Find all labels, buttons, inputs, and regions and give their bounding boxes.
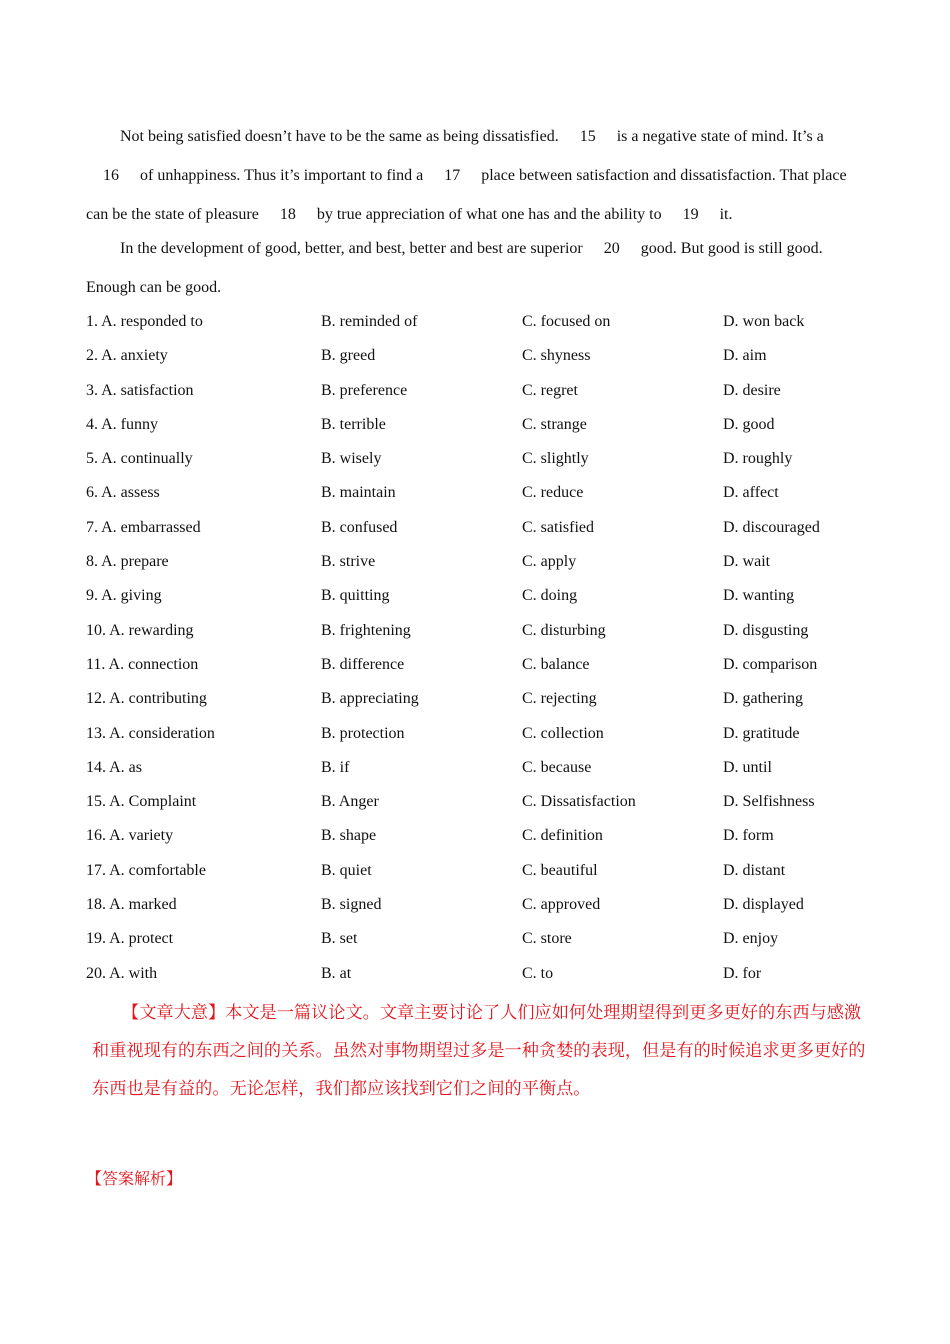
option-b: B. preference (321, 381, 408, 399)
option-row (86, 374, 868, 408)
option-d: D. disgusting (723, 621, 809, 639)
blank-16: 16 (103, 167, 119, 184)
option-b: B. protection (321, 724, 405, 742)
option-a: 7. A. embarrassed (86, 518, 201, 536)
option-row (86, 442, 868, 476)
option-row (86, 957, 868, 991)
option-a: 8. A. prepare (86, 553, 169, 571)
option-b: B. greed (321, 347, 376, 365)
option-c: C. reduce (522, 484, 584, 502)
option-d: D. discouraged (723, 518, 820, 536)
option-a: 12. A. contributing (86, 690, 207, 708)
option-c: C. slightly (522, 450, 589, 468)
option-b: B. shape (321, 827, 377, 845)
blank-19: 19 (682, 206, 699, 223)
passage-text: it. (719, 206, 733, 223)
option-b: B. appreciating (321, 690, 419, 708)
option-c: C. rejecting (522, 690, 597, 708)
option-c: C. strange (522, 415, 587, 433)
option-d: D. won back (723, 313, 805, 330)
option-a: 1. A. responded to (86, 313, 203, 330)
option-row (86, 922, 868, 956)
option-d: D. desire (723, 381, 781, 399)
blank-18: 18 (279, 206, 296, 223)
option-c: C. beautiful (522, 861, 598, 879)
option-a: 18. A. marked (86, 896, 177, 914)
option-d: D. for (723, 964, 762, 982)
option-row (86, 854, 868, 888)
option-b: B. signed (321, 896, 382, 914)
option-d: D. aim (723, 347, 767, 365)
option-b: B. wisely (321, 450, 382, 468)
option-c: C. satisfied (522, 518, 594, 536)
passage-text: place between satisfaction and dissatisfaction. That place can be the state of pleasure (86, 167, 847, 223)
passage-text: good. But good is still good. Enough can be good. (86, 240, 823, 296)
option-c: C. shyness (522, 347, 591, 365)
option-row (86, 511, 868, 545)
option-a: 17. A. comfortable (86, 861, 206, 879)
summary-text: 本文是一篇议论文。文章主要讨论了人们应如何处理期望得到更多更好的东西与感激和重视现有的东西之间的关系。虽然对事物期望过多是一种贪婪的表现，但是有的时候追求更多更好的东西也是有益的。无论怎样，我们都应该找到它们之间的平衡点。 (92, 1003, 866, 1099)
option-c: C. regret (522, 381, 578, 399)
option-d: D. form (723, 827, 774, 845)
option-c: C. approved (522, 896, 601, 914)
option-row (86, 819, 868, 853)
option-a: 20. A. with (86, 964, 158, 982)
blank-15: 15 (579, 128, 596, 145)
option-c: C. balance (522, 655, 590, 673)
option-b: B. set (321, 930, 358, 948)
option-a: 2. A. anxiety (86, 347, 168, 365)
option-c: C. focused on (522, 313, 611, 330)
option-b: B. quiet (321, 861, 372, 879)
option-b: B. reminded of (321, 313, 418, 330)
option-d: D. until (723, 758, 772, 776)
blank-17: 17 (444, 167, 461, 184)
option-c: C. apply (522, 553, 577, 571)
passage-text: Not being satisfied doesn’t have to be the same as being dissatisfied. (120, 128, 559, 145)
option-b: B. confused (321, 518, 398, 536)
passage-text: In the development of good, better, and best, better and best are superior (120, 240, 583, 257)
option-d: D. gathering (723, 690, 803, 708)
passage-paragraph-2 (86, 229, 868, 307)
option-row (86, 305, 868, 339)
option-d: D. affect (723, 484, 779, 502)
passage-text: of unhappiness. Thus it’s important to find a (140, 167, 424, 184)
option-a: 16. A. variety (86, 827, 174, 845)
answer-analysis-heading: 【答案解析】 (86, 1169, 183, 1188)
option-b: B. maintain (321, 484, 396, 502)
option-c: C. doing (522, 587, 578, 605)
option-row (86, 614, 868, 648)
option-b: B. quitting (321, 587, 390, 605)
option-a: 4. A. funny (86, 415, 158, 433)
option-a: 19. A. protect (86, 930, 174, 948)
option-c: C. because (522, 758, 592, 776)
option-b: B. Anger (321, 793, 379, 811)
blank-20: 20 (603, 240, 620, 257)
option-row (86, 648, 868, 682)
option-a: 5. A. continually (86, 450, 193, 468)
option-c: C. collection (522, 724, 604, 742)
option-c: C. to (522, 964, 554, 982)
option-row (86, 545, 868, 579)
option-row (86, 751, 868, 785)
option-d: D. wanting (723, 587, 795, 605)
option-row (86, 717, 868, 751)
option-b: B. difference (321, 655, 405, 673)
passage-paragraph-1 (86, 117, 868, 234)
option-c: C. Dissatisfaction (522, 793, 636, 811)
option-c: C. definition (522, 827, 603, 845)
option-row (86, 888, 868, 922)
option-row (86, 785, 868, 819)
option-c: C. disturbing (522, 621, 606, 639)
option-a: 11. A. connection (86, 655, 199, 673)
option-d: D. comparison (723, 655, 818, 673)
options-list (86, 305, 868, 991)
summary-label: 【文章大意】 (122, 1003, 226, 1023)
option-b: B. terrible (321, 415, 386, 433)
passage-text: is a negative state of mind. It’s a (616, 128, 824, 145)
option-b: B. at (321, 964, 352, 982)
option-c: C. store (522, 930, 572, 948)
option-a: 3. A. satisfaction (86, 381, 194, 399)
option-b: B. strive (321, 553, 376, 571)
option-row (86, 476, 868, 510)
option-a: 9. A. giving (86, 587, 162, 605)
option-d: D. roughly (723, 450, 793, 468)
option-d: D. distant (723, 861, 786, 879)
option-a: 13. A. consideration (86, 724, 215, 742)
article-summary (92, 994, 877, 1108)
passage-text: by true appreciation of what one has and the ability to (316, 206, 662, 223)
option-row (86, 408, 868, 442)
option-a: 15. A. Complaint (86, 793, 197, 811)
option-b: B. frightening (321, 621, 411, 639)
option-row (86, 339, 868, 373)
option-d: D. Selfishness (723, 793, 815, 811)
option-a: 10. A. rewarding (86, 621, 194, 639)
option-d: D. enjoy (723, 930, 779, 948)
option-a: 14. A. as (86, 758, 142, 776)
option-d: D. good (723, 415, 775, 433)
option-b: B. if (321, 758, 350, 776)
option-a: 6. A. assess (86, 484, 160, 502)
option-d: D. displayed (723, 896, 804, 914)
option-row (86, 579, 868, 613)
option-d: D. wait (723, 553, 771, 571)
option-d: D. gratitude (723, 724, 800, 742)
option-row (86, 682, 868, 716)
